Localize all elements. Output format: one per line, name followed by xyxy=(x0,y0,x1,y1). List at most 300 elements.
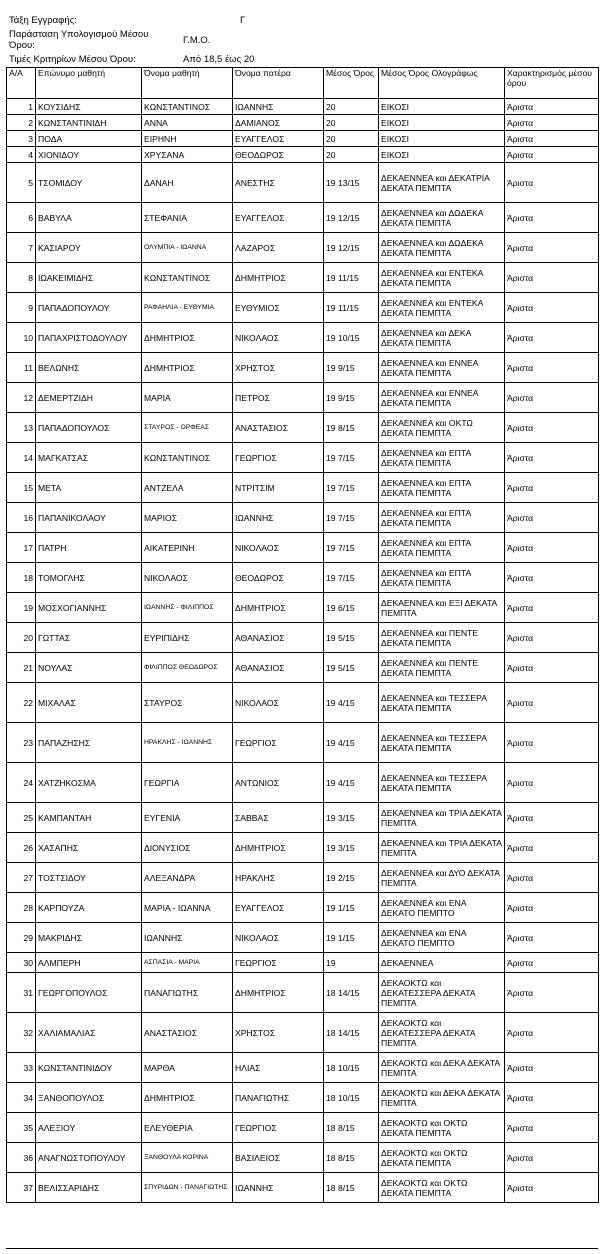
average-words-cell: ΔΕΚΑΕΝΝΕΑ και ΔΥΟ ΔΕΚΑΤΑ ΠΕΜΠΤΑ xyxy=(379,863,505,893)
father-cell: ΙΩΑΝΝΗΣ xyxy=(233,1173,324,1203)
col-header-name: Όνομα μαθητή xyxy=(142,68,233,99)
table-row xyxy=(7,443,599,473)
average-words-cell: ΔΕΚΑΕΝΝΕΑ και ΟΚΤΩ ΔΕΚΑΤΑ ΠΕΜΠΤΑ xyxy=(379,413,505,443)
table-row xyxy=(7,623,599,653)
average-cell: 19 7/15 xyxy=(324,443,379,473)
grade-cell: Άριστα xyxy=(505,353,599,383)
surname-cell: ΙΩΑΚΕΙΜΙΔΗΣ xyxy=(36,263,142,293)
surname-cell: ΧΑΣΑΠΗΣ xyxy=(36,833,142,863)
table-row xyxy=(7,1173,599,1203)
row-number: 37 xyxy=(7,1173,36,1203)
name-cell: ΡΑΦΑΗΛΙΑ - ΕΥΘΥΜΙΑ xyxy=(142,293,233,323)
table-row xyxy=(7,833,599,863)
table-row xyxy=(7,203,599,233)
gpa-label-line1: Παράσταση Υπολογισμού Μέσου xyxy=(9,29,149,40)
row-number: 35 xyxy=(7,1113,36,1143)
surname-cell: ΤΟΜΟΓΛΗΣ xyxy=(36,563,142,593)
father-cell: ΧΡΗΣΤΟΣ xyxy=(233,353,324,383)
surname-cell: ΧΑΤΖΗΚΟΣΜΑ xyxy=(36,763,142,803)
father-cell: ΙΩΑΝΝΗΣ xyxy=(233,99,324,115)
father-cell: ΝΙΚΟΛΑΟΣ xyxy=(233,323,324,353)
father-cell: ΗΛΙΑΣ xyxy=(233,1053,324,1083)
surname-cell: ΠΑΤΡΗ xyxy=(36,533,142,563)
surname-cell: ΔΕΜΕΡΤΖΙΔΗ xyxy=(36,383,142,413)
average-cell: 18 10/15 xyxy=(324,1053,379,1083)
surname-cell: ΒΑΒΥΛΑ xyxy=(36,203,142,233)
row-number: 11 xyxy=(7,353,36,383)
table-row xyxy=(7,353,599,383)
father-cell: ΓΕΩΡΓΙΟΣ xyxy=(233,953,324,973)
grade-cell: Άριστα xyxy=(505,923,599,953)
name-cell: ΕΛΕΥΘΕΡΙΑ xyxy=(142,1113,233,1143)
table-row xyxy=(7,1083,599,1113)
surname-cell: ΠΟΔΑ xyxy=(36,131,142,147)
average-words-cell: ΔΕΚΑΕΝΝΕΑ και ΔΩΔΕΚΑ ΔΕΚΑΤΑ ΠΕΜΠΤΑ xyxy=(379,203,505,233)
father-cell: ΝΙΚΟΛΑΟΣ xyxy=(233,923,324,953)
average-words-cell: ΔΕΚΑΕΝΝΕΑ και ΕΠΤΑ ΔΕΚΑΤΑ ΠΕΜΠΤΑ xyxy=(379,443,505,473)
table-row xyxy=(7,973,599,1013)
table-row xyxy=(7,293,599,323)
average-cell: 19 9/15 xyxy=(324,383,379,413)
row-number: 15 xyxy=(7,473,36,503)
name-cell: ΙΩΑΝΝΗΣ - ΦΙΛΙΠΠΟΣ xyxy=(142,593,233,623)
grade-cell: Άριστα xyxy=(505,973,599,1013)
gpa-value: Γ.Μ.Ο. xyxy=(183,35,211,46)
name-cell: ΜΑΡΙΑ xyxy=(142,383,233,413)
average-cell: 18 10/15 xyxy=(324,1083,379,1113)
surname-cell: ΚΩΝΣΤΑΝΤΙΝΙΔΗ xyxy=(36,115,142,131)
name-cell: ΑΛΕΞΑΝΔΡΑ xyxy=(142,863,233,893)
surname-cell: ΧΙΟΝΙΔΟΥ xyxy=(36,147,142,163)
name-cell: ΑΙΚΑΤΕΡΙΝΗ xyxy=(142,533,233,563)
table-row xyxy=(7,99,599,115)
surname-cell: ΜΟΣΧΟΓΙΑΝΝΗΣ xyxy=(36,593,142,623)
name-cell: ΣΠΥΡΙΔΩΝ - ΠΑΝΑΓΙΩΤΗΣ xyxy=(142,1173,233,1203)
father-cell: ΕΥΑΓΓΕΛΟΣ xyxy=(233,131,324,147)
grade-cell: Άριστα xyxy=(505,163,599,203)
name-cell: ΚΩΝΣΤΑΝΤΙΝΟΣ xyxy=(142,263,233,293)
average-words-cell: ΔΕΚΑΟΚΤΩ και ΔΕΚΑ ΔΕΚΑΤΑ ΠΕΜΠΤΑ xyxy=(379,1053,505,1083)
average-cell: 18 8/15 xyxy=(324,1143,379,1173)
average-cell: 19 3/15 xyxy=(324,833,379,863)
row-number: 26 xyxy=(7,833,36,863)
surname-cell: ΤΟΣΤΣΙΔΟΥ xyxy=(36,863,142,893)
name-cell: ΕΙΡΗΝΗ xyxy=(142,131,233,147)
row-number: 4 xyxy=(7,147,36,163)
table-row xyxy=(7,1013,599,1053)
table-row xyxy=(7,863,599,893)
table-row xyxy=(7,653,599,683)
surname-cell: ΒΕΛΙΣΣΑΡΙΔΗΣ xyxy=(36,1173,142,1203)
table-row xyxy=(7,233,599,263)
father-cell: ΔΗΜΗΤΡΙΟΣ xyxy=(233,973,324,1013)
name-cell: ΓΕΩΡΓΙΑ xyxy=(142,763,233,803)
grade-cell: Άριστα xyxy=(505,863,599,893)
name-cell: ΝΙΚΟΛΑΟΣ xyxy=(142,563,233,593)
table-row xyxy=(7,593,599,623)
average-words-cell: ΔΕΚΑΟΚΤΩ και ΟΚΤΩ ΔΕΚΑΤΑ ΠΕΜΠΤΑ xyxy=(379,1173,505,1203)
average-cell: 19 12/15 xyxy=(324,203,379,233)
name-cell: ΣΤΕΦΑΝΙΑ xyxy=(142,203,233,233)
average-cell: 19 11/15 xyxy=(324,293,379,323)
average-cell: 19 12/15 xyxy=(324,233,379,263)
average-cell: 19 10/15 xyxy=(324,323,379,353)
row-number: 24 xyxy=(7,763,36,803)
average-words-cell: ΔΕΚΑΕΝΝΕΑ και ΔΩΔΕΚΑ ΔΕΚΑΤΑ ΠΕΜΠΤΑ xyxy=(379,233,505,263)
students-table xyxy=(6,67,599,1203)
grade-cell: Άριστα xyxy=(505,263,599,293)
row-number: 17 xyxy=(7,533,36,563)
grade-cell: Άριστα xyxy=(505,653,599,683)
average-cell: 19 6/15 xyxy=(324,593,379,623)
average-words-cell: ΔΕΚΑΕΝΝΕΑ και ΤΕΣΣΕΡΑ ΔΕΚΑΤΑ ΠΕΜΠΤΑ xyxy=(379,763,505,803)
surname-cell: ΧΑΛΙΑΜΑΛΙΑΣ xyxy=(36,1013,142,1053)
surname-cell: ΚΑΡΠΟΥΖΑ xyxy=(36,893,142,923)
col-header-father: Όνομα πατέρα xyxy=(233,68,324,99)
surname-cell: ΓΩΤΤΑΣ xyxy=(36,623,142,653)
row-number: 31 xyxy=(7,973,36,1013)
col-header-aa: Α/Α xyxy=(7,68,36,99)
name-cell: ΗΡΑΚΛΗΣ - ΙΩΑΝΝΗΣ xyxy=(142,723,233,763)
father-cell: ΓΕΩΡΓΙΟΣ xyxy=(233,1113,324,1143)
table-row xyxy=(7,503,599,533)
grade-cell: Άριστα xyxy=(505,683,599,723)
grade-cell: Άριστα xyxy=(505,131,599,147)
surname-cell: ΜΕΤΑ xyxy=(36,473,142,503)
average-cell: 19 1/15 xyxy=(324,893,379,923)
average-cell: 19 3/15 xyxy=(324,803,379,833)
father-cell: ΒΑΣΙΛΕΙΟΣ xyxy=(233,1143,324,1173)
table-header-row xyxy=(7,68,599,99)
table-row xyxy=(7,147,599,163)
father-cell: ΕΥΑΓΓΕΛΟΣ xyxy=(233,203,324,233)
name-cell: ΔΗΜΗΤΡΙΟΣ xyxy=(142,1083,233,1113)
average-cell: 19 7/15 xyxy=(324,563,379,593)
average-cell: 19 13/15 xyxy=(324,163,379,203)
average-words-cell: ΔΕΚΑΕΝΝΕΑ και ΤΕΣΣΕΡΑ ΔΕΚΑΤΑ ΠΕΜΠΤΑ xyxy=(379,683,505,723)
surname-cell: ΤΣΟΜΙΔΟΥ xyxy=(36,163,142,203)
average-words-cell: ΔΕΚΑΕΝΝΕΑ xyxy=(379,953,505,973)
average-words-cell: ΔΕΚΑΕΝΝΕΑ και ΕΝΝΕΑ ΔΕΚΑΤΑ ΠΕΜΠΤΑ xyxy=(379,353,505,383)
surname-cell: ΜΙΧΑΛΑΣ xyxy=(36,683,142,723)
father-cell: ΔΗΜΗΤΡΙΟΣ xyxy=(233,833,324,863)
table-row xyxy=(7,923,599,953)
average-cell: 18 8/15 xyxy=(324,1173,379,1203)
grade-cell: Άριστα xyxy=(505,503,599,533)
class-label: Τάξη Εγγραφής: xyxy=(9,15,77,26)
name-cell: ΧΡΥΣΑΝΑ xyxy=(142,147,233,163)
table-row xyxy=(7,953,599,973)
father-cell: ΑΝΕΣΤΗΣ xyxy=(233,163,324,203)
father-cell: ΔΗΜΗΤΡΙΟΣ xyxy=(233,593,324,623)
average-cell: 18 14/15 xyxy=(324,973,379,1013)
father-cell: ΙΩΑΝΝΗΣ xyxy=(233,503,324,533)
father-cell: ΝΤΡΙΤΣΙΜ xyxy=(233,473,324,503)
grade-cell: Άριστα xyxy=(505,803,599,833)
grade-cell: Άριστα xyxy=(505,233,599,263)
grade-cell: Άριστα xyxy=(505,1013,599,1053)
table-row xyxy=(7,131,599,147)
average-cell: 18 14/15 xyxy=(324,1013,379,1053)
father-cell: ΑΝΤΩΝΙΟΣ xyxy=(233,763,324,803)
row-number: 8 xyxy=(7,263,36,293)
grade-cell: Άριστα xyxy=(505,893,599,923)
table-row xyxy=(7,1053,599,1083)
average-words-cell: ΔΕΚΑΟΚΤΩ και ΔΕΚΑΤΕΣΣΕΡΑ ΔΕΚΑΤΑ ΠΕΜΠΤΑ xyxy=(379,973,505,1013)
average-cell: 19 xyxy=(324,953,379,973)
row-number: 10 xyxy=(7,323,36,353)
name-cell: ΔΗΜΗΤΡΙΟΣ xyxy=(142,323,233,353)
average-words-cell: ΔΕΚΑΕΝΝΕΑ και ΠΕΝΤΕ ΔΕΚΑΤΑ ΠΕΜΠΤΑ xyxy=(379,653,505,683)
average-words-cell: ΔΕΚΑΕΝΝΕΑ και ΕΝΝΕΑ ΔΕΚΑΤΑ ΠΕΜΠΤΑ xyxy=(379,383,505,413)
average-words-cell: ΕΙΚΟΣΙ xyxy=(379,115,505,131)
row-number: 16 xyxy=(7,503,36,533)
surname-cell: ΓΕΩΡΓΟΠΟΥΛΟΣ xyxy=(36,973,142,1013)
average-cell: 19 7/15 xyxy=(324,503,379,533)
row-number: 32 xyxy=(7,1013,36,1053)
grade-cell: Άριστα xyxy=(505,115,599,131)
average-words-cell: ΔΕΚΑΟΚΤΩ και ΔΕΚΑ ΔΕΚΑΤΑ ΠΕΜΠΤΑ xyxy=(379,1083,505,1113)
name-cell: ΔΑΝΑΗ xyxy=(142,163,233,203)
name-cell: ΕΥΓΕΝΙΑ xyxy=(142,803,233,833)
table-row xyxy=(7,803,599,833)
surname-cell: ΠΑΠΑΖΗΣΗΣ xyxy=(36,723,142,763)
average-words-cell: ΔΕΚΑΕΝΝΕΑ και ΕΞΙ ΔΕΚΑΤΑ ΠΕΜΠΤΑ xyxy=(379,593,505,623)
name-cell: ΜΑΡΙΑ - ΙΩΑΝΝΑ xyxy=(142,893,233,923)
row-number: 20 xyxy=(7,623,36,653)
average-words-cell: ΔΕΚΑΕΝΝΕΑ και ΕΠΤΑ ΔΕΚΑΤΑ ΠΕΜΠΤΑ xyxy=(379,563,505,593)
col-header-grade: Χαρακτηρισμός μέσου όρου xyxy=(505,68,599,99)
name-cell: ΜΑΡΙΟΣ xyxy=(142,503,233,533)
row-number: 2 xyxy=(7,115,36,131)
table-row xyxy=(7,323,599,353)
table-row xyxy=(7,563,599,593)
father-cell: ΠΑΝΑΓΙΩΤΗΣ xyxy=(233,1083,324,1113)
father-cell: ΕΥΘΥΜΙΟΣ xyxy=(233,293,324,323)
name-cell: ΑΝΤΖΕΛΑ xyxy=(142,473,233,503)
col-header-surname: Επώνυμο μαθητή xyxy=(36,68,142,99)
row-number: 5 xyxy=(7,163,36,203)
average-cell: 19 5/15 xyxy=(324,623,379,653)
grade-cell: Άριστα xyxy=(505,383,599,413)
row-number: 25 xyxy=(7,803,36,833)
father-cell: ΝΙΚΟΛΑΟΣ xyxy=(233,683,324,723)
name-cell: ΑΣΠΑΣΙΑ - ΜΑΡΙΑ xyxy=(142,953,233,973)
class-value: Γ xyxy=(240,15,246,26)
grade-cell: Άριστα xyxy=(505,323,599,353)
grade-cell: Άριστα xyxy=(505,623,599,653)
average-words-cell: ΕΙΚΟΣΙ xyxy=(379,131,505,147)
table-row xyxy=(7,763,599,803)
father-cell: ΑΘΑΝΑΣΙΟΣ xyxy=(233,623,324,653)
name-cell: ΚΩΝΣΤΑΝΤΙΝΟΣ xyxy=(142,443,233,473)
average-cell: 19 9/15 xyxy=(324,353,379,383)
row-number: 33 xyxy=(7,1053,36,1083)
average-cell: 19 2/15 xyxy=(324,863,379,893)
father-cell: ΑΘΑΝΑΣΙΟΣ xyxy=(233,653,324,683)
average-cell: 20 xyxy=(324,147,379,163)
father-cell: ΛΑΖΑΡΟΣ xyxy=(233,233,324,263)
range-value: Από 18,5 έως 20 xyxy=(183,54,255,65)
surname-cell: ΒΕΛΩΝΗΣ xyxy=(36,353,142,383)
father-cell: ΧΡΗΣΤΟΣ xyxy=(233,1013,324,1053)
father-cell: ΘΕΟΔΩΡΟΣ xyxy=(233,563,324,593)
table-row xyxy=(7,723,599,763)
father-cell: ΑΝΑΣΤΑΣΙΟΣ xyxy=(233,413,324,443)
average-words-cell: ΔΕΚΑΕΝΝΕΑ και ΕΝΑ ΔΕΚΑΤΟ ΠΕΜΠΤΟ xyxy=(379,893,505,923)
grade-cell: Άριστα xyxy=(505,533,599,563)
father-cell: ΗΡΑΚΛΗΣ xyxy=(233,863,324,893)
grade-cell: Άριστα xyxy=(505,443,599,473)
average-cell: 19 7/15 xyxy=(324,473,379,503)
surname-cell: ΚΑΣΙΑΡΟΥ xyxy=(36,233,142,263)
row-number: 29 xyxy=(7,923,36,953)
average-cell: 20 xyxy=(324,115,379,131)
average-words-cell: ΔΕΚΑΟΚΤΩ και ΟΚΤΩ ΔΕΚΑΤΑ ΠΕΜΠΤΑ xyxy=(379,1143,505,1173)
row-number: 6 xyxy=(7,203,36,233)
range-label: Τιμές Κριτηρίων Μέσου Όρου: xyxy=(9,54,136,65)
table-row xyxy=(7,1113,599,1143)
average-cell: 18 8/15 xyxy=(324,1113,379,1143)
col-header-average-words: Μέσος Όρος Ολογράφως xyxy=(379,68,505,99)
col-header-average: Μέσος Όρος xyxy=(324,68,379,99)
average-cell: 19 8/15 xyxy=(324,413,379,443)
surname-cell: ΑΝΑΓΝΩΣΤΟΠΟΥΛΟΥ xyxy=(36,1143,142,1173)
average-words-cell: ΔΕΚΑΕΝΝΕΑ και ΤΕΣΣΕΡΑ ΔΕΚΑΤΑ ΠΕΜΠΤΑ xyxy=(379,723,505,763)
row-number: 7 xyxy=(7,233,36,263)
surname-cell: ΜΑΓΚΑΤΣΑΣ xyxy=(36,443,142,473)
average-words-cell: ΔΕΚΑΕΝΝΕΑ και ΕΝΤΕΚΑ ΔΕΚΑΤΑ ΠΕΜΠΤΑ xyxy=(379,293,505,323)
surname-cell: ΠΑΠΑΔΟΠΟΥΛΟΥ xyxy=(36,293,142,323)
row-number: 21 xyxy=(7,653,36,683)
average-words-cell: ΔΕΚΑΕΝΝΕΑ και ΕΠΤΑ ΔΕΚΑΤΑ ΠΕΜΠΤΑ xyxy=(379,533,505,563)
father-cell: ΓΕΩΡΓΙΟΣ xyxy=(233,443,324,473)
name-cell: ΞΑΝΘΟΥΛΑ ΚΟΡΙΝΑ xyxy=(142,1143,233,1173)
table-row xyxy=(7,413,599,443)
row-number: 34 xyxy=(7,1083,36,1113)
name-cell: ΦΙΛΙΠΠΟΣ ΘΕΟΔΩΡΟΣ xyxy=(142,653,233,683)
average-words-cell: ΔΕΚΑΕΝΝΕΑ και ΔΕΚΑΤΡΙΑ ΔΕΚΑΤΑ ΠΕΜΠΤΑ xyxy=(379,163,505,203)
table-row xyxy=(7,383,599,413)
father-cell: ΓΕΩΡΓΙΟΣ xyxy=(233,723,324,763)
row-number: 22 xyxy=(7,683,36,723)
table-row xyxy=(7,893,599,923)
grade-cell: Άριστα xyxy=(505,147,599,163)
average-cell: 19 5/15 xyxy=(324,653,379,683)
average-words-cell: ΔΕΚΑΟΚΤΩ και ΔΕΚΑΤΕΣΣΕΡΑ ΔΕΚΑΤΑ ΠΕΜΠΤΑ xyxy=(379,1013,505,1053)
surname-cell: ΚΩΝΣΤΑΝΤΙΝΙΔΟΥ xyxy=(36,1053,142,1083)
name-cell: ΑΝΑΣΤΑΣΙΟΣ xyxy=(142,1013,233,1053)
name-cell: ΔΗΜΗΤΡΙΟΣ xyxy=(142,353,233,383)
surname-cell: ΠΑΠΑΧΡΙΣΤΟΔΟΥΛΟΥ xyxy=(36,323,142,353)
average-cell: 19 11/15 xyxy=(324,263,379,293)
table-row xyxy=(7,263,599,293)
grade-cell: Άριστα xyxy=(505,593,599,623)
row-number: 28 xyxy=(7,893,36,923)
row-number: 13 xyxy=(7,413,36,443)
average-words-cell: ΔΕΚΑΕΝΝΕΑ και ΕΝΑ ΔΕΚΑΤΟ ΠΕΜΠΤΟ xyxy=(379,923,505,953)
average-words-cell: ΕΙΚΟΣΙ xyxy=(379,147,505,163)
average-cell: 19 7/15 xyxy=(324,533,379,563)
row-number: 9 xyxy=(7,293,36,323)
father-cell: ΔΗΜΗΤΡΙΟΣ xyxy=(233,263,324,293)
table-row xyxy=(7,533,599,563)
name-cell: ΕΥΡΙΠΙΔΗΣ xyxy=(142,623,233,653)
name-cell: ΠΑΝΑΓΙΩΤΗΣ xyxy=(142,973,233,1013)
name-cell: ΚΩΝΣΤΑΝΤΙΝΟΣ xyxy=(142,99,233,115)
row-number: 18 xyxy=(7,563,36,593)
surname-cell: ΝΟΥΛΑΣ xyxy=(36,653,142,683)
surname-cell: ΑΛΜΠΕΡΗ xyxy=(36,953,142,973)
surname-cell: ΑΛΕΞΙΟΥ xyxy=(36,1113,142,1143)
row-number: 30 xyxy=(7,953,36,973)
grade-cell: Άριστα xyxy=(505,1143,599,1173)
row-number: 14 xyxy=(7,443,36,473)
father-cell: ΔΑΜΙΑΝΟΣ xyxy=(233,115,324,131)
father-cell: ΣΑΒΒΑΣ xyxy=(233,803,324,833)
name-cell: ΑΝΝΑ xyxy=(142,115,233,131)
row-number: 3 xyxy=(7,131,36,147)
average-words-cell: ΔΕΚΑΕΝΝΕΑ και ΤΡΙΑ ΔΕΚΑΤΑ ΠΕΜΠΤΑ xyxy=(379,803,505,833)
row-number: 19 xyxy=(7,593,36,623)
grade-cell: Άριστα xyxy=(505,563,599,593)
row-number: 1 xyxy=(7,99,36,115)
average-cell: 20 xyxy=(324,99,379,115)
grade-cell: Άριστα xyxy=(505,99,599,115)
average-words-cell: ΔΕΚΑΕΝΝΕΑ και ΔΕΚΑ ΔΕΚΑΤΑ ΠΕΜΠΤΑ xyxy=(379,323,505,353)
grade-cell: Άριστα xyxy=(505,1083,599,1113)
row-number: 36 xyxy=(7,1143,36,1173)
grade-cell: Άριστα xyxy=(505,293,599,323)
table-row xyxy=(7,473,599,503)
average-words-cell: ΕΙΚΟΣΙ xyxy=(379,99,505,115)
average-cell: 19 4/15 xyxy=(324,763,379,803)
average-words-cell: ΔΕΚΑΕΝΝΕΑ και ΕΠΤΑ ΔΕΚΑΤΑ ΠΕΜΠΤΑ xyxy=(379,503,505,533)
grade-cell: Άριστα xyxy=(505,1173,599,1203)
average-cell: 19 1/15 xyxy=(324,923,379,953)
grade-cell: Άριστα xyxy=(505,723,599,763)
name-cell: ΜΑΡΘΑ xyxy=(142,1053,233,1083)
grade-cell: Άριστα xyxy=(505,413,599,443)
surname-cell: ΠΑΠΑΔΟΠΟΥΛΟΣ xyxy=(36,413,142,443)
average-words-cell: ΔΕΚΑΕΝΝΕΑ και ΕΝΤΕΚΑ ΔΕΚΑΤΑ ΠΕΜΠΤΑ xyxy=(379,263,505,293)
name-cell: ΣΤΑΥΡΟΣ - ΟΡΦΕΑΣ xyxy=(142,413,233,443)
table-row xyxy=(7,1143,599,1173)
name-cell: ΟΛΥΜΠΙΑ - ΙΩΑΝΝΑ xyxy=(142,233,233,263)
table-row xyxy=(7,115,599,131)
surname-cell: ΞΑΝΘΟΠΟΥΛΟΣ xyxy=(36,1083,142,1113)
father-cell: ΠΕΤΡΟΣ xyxy=(233,383,324,413)
average-words-cell: ΔΕΚΑΕΝΝΕΑ και ΕΠΤΑ ΔΕΚΑΤΑ ΠΕΜΠΤΑ xyxy=(379,473,505,503)
row-number: 23 xyxy=(7,723,36,763)
grade-cell: Άριστα xyxy=(505,473,599,503)
name-cell: ΙΩΑΝΝΗΣ xyxy=(142,923,233,953)
surname-cell: ΠΑΠΑΝΙΚΟΛΑΟΥ xyxy=(36,503,142,533)
name-cell: ΔΙΟΝΥΣΙΟΣ xyxy=(142,833,233,863)
grade-cell: Άριστα xyxy=(505,953,599,973)
surname-cell: ΚΟΥΣΙΔΗΣ xyxy=(36,99,142,115)
father-cell: ΕΥΑΓΓΕΛΟΣ xyxy=(233,893,324,923)
average-words-cell: ΔΕΚΑΕΝΝΕΑ και ΠΕΝΤΕ ΔΕΚΑΤΑ ΠΕΜΠΤΑ xyxy=(379,623,505,653)
table-row xyxy=(7,163,599,203)
average-cell: 19 4/15 xyxy=(324,723,379,763)
page-bottom-rule xyxy=(6,1248,598,1249)
grade-cell: Άριστα xyxy=(505,763,599,803)
average-words-cell: ΔΕΚΑΕΝΝΕΑ και ΤΡΙΑ ΔΕΚΑΤΑ ΠΕΜΠΤΑ xyxy=(379,833,505,863)
row-number: 12 xyxy=(7,383,36,413)
grade-cell: Άριστα xyxy=(505,1113,599,1143)
father-cell: ΘΕΟΔΩΡΟΣ xyxy=(233,147,324,163)
